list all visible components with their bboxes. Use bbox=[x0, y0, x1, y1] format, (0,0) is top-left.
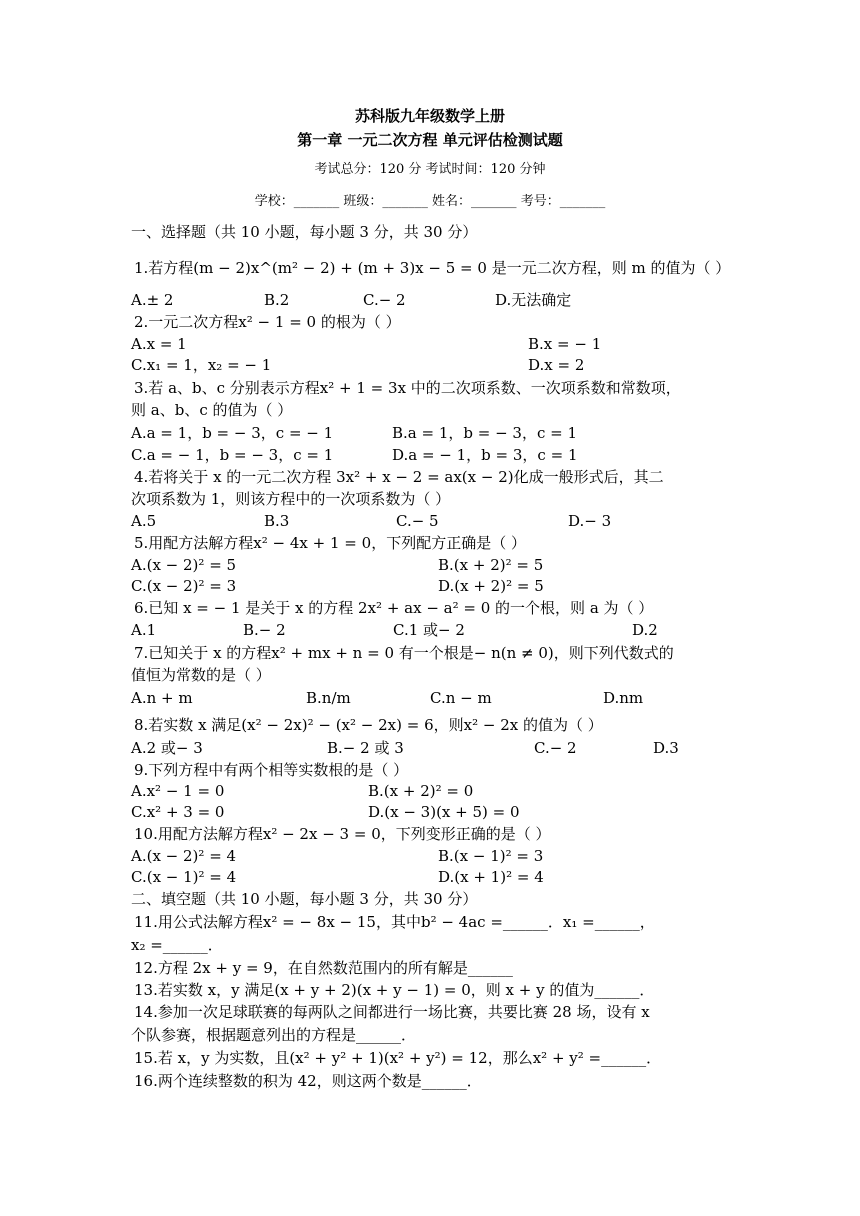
q10-option-b: B.(x − 1)² = 3 bbox=[438, 847, 544, 865]
q10-option-a: A.(x − 2)² = 4 bbox=[131, 847, 237, 865]
question-10-stem: 10.用配方法解方程x² − 2x − 3 = 0，下列变形正确的是（ ） bbox=[134, 825, 551, 843]
q1-option-a: A.± 2 bbox=[131, 291, 174, 309]
q2-option-d: D.x = 2 bbox=[528, 356, 585, 374]
question-4-stem: 4.若将关于 x 的一元二次方程 3x² + x − 2 = ax(x − 2)化成一般形式后，其二 bbox=[134, 468, 664, 486]
question-7-stem: 7.已知关于 x 的方程x² + mx + n = 0 有一个根是− n(n ≠ 0)，则下列代数式的 bbox=[134, 644, 674, 662]
question-13: 13.若实数 x，y 满足(x + y + 2)(x + y − 1) = 0，则 x + y 的值为______． bbox=[134, 981, 655, 999]
q4-option-b: B.3 bbox=[264, 512, 290, 530]
question-14-line2: 个队参赛，根据题意列出的方程是______． bbox=[131, 1026, 417, 1044]
q4-option-d: D.− 3 bbox=[568, 512, 612, 530]
q2-option-a: A.x = 1 bbox=[131, 335, 187, 353]
section2-heading: 二、填空题（共 10 小题，每小题 3 分，共 30 分） bbox=[131, 890, 478, 908]
q6-option-c: C.1 或− 2 bbox=[393, 621, 465, 639]
q3-option-a: A.a = 1，b = − 3，c = − 1 bbox=[131, 424, 334, 442]
q3-option-c: C.a = − 1，b = − 3，c = 1 bbox=[131, 446, 334, 464]
q7-option-c: C.n − m bbox=[430, 689, 492, 707]
q8-option-c: C.− 2 bbox=[534, 739, 577, 757]
q2-option-c: C.x₁ = 1，x₂ = − 1 bbox=[131, 356, 272, 374]
question-8-stem: 8.若实数 x 满足(x² − 2x)² − (x² − 2x) = 6，则x² − 2x 的值为（ ） bbox=[134, 716, 603, 734]
question-3-stem: 3.若 a、b、c 分别表示方程x² + 1 = 3x 中的二次项系数、一次项系数和常数项， bbox=[134, 379, 681, 397]
question-2-stem: 2.一元二次方程x² − 1 = 0 的根为（ ） bbox=[134, 313, 401, 331]
q5-option-a: A.(x − 2)² = 5 bbox=[131, 556, 237, 574]
question-12: 12.方程 2x + y = 9，在自然数范围内的所有解是______ bbox=[134, 959, 513, 977]
q7-option-d: D.nm bbox=[603, 689, 644, 707]
question-15: 15.若 x，y 为实数，且(x² + y² + 1)(x² + y²) = 12，那么x² + y² =______． bbox=[134, 1049, 662, 1067]
q8-option-d: D.3 bbox=[653, 739, 679, 757]
question-11-line2: x₂ =______． bbox=[131, 936, 223, 954]
q6-option-a: A.1 bbox=[131, 621, 157, 639]
q1-option-b: B.2 bbox=[264, 291, 290, 309]
q5-option-c: C.(x − 2)² = 3 bbox=[131, 577, 237, 595]
question-14-line1: 14.参加一次足球联赛的每两队之间都进行一场比赛，共要比赛 28 场，设有 x bbox=[134, 1003, 650, 1021]
section1-heading: 一、选择题（共 10 小题，每小题 3 分，共 30 分） bbox=[131, 223, 478, 241]
question-11-line1: 11.用公式法解方程x² = − 8x − 15，其中b² − 4ac =______．x₁ =______， bbox=[134, 913, 655, 931]
q3-option-d: D.a = − 1，b = 3，c = 1 bbox=[392, 446, 578, 464]
q6-option-b: B.− 2 bbox=[243, 621, 286, 639]
q7-option-a: A.n + m bbox=[131, 689, 193, 707]
q8-option-b: B.− 2 或 3 bbox=[327, 739, 404, 757]
q9-option-c: C.x² + 3 = 0 bbox=[131, 803, 225, 821]
question-7-stem-cont: 值恒为常数的是（ ） bbox=[131, 666, 271, 684]
q6-option-d: D.2 bbox=[632, 621, 658, 639]
exam-info: 考试总分：120 分 考试时间：120 分钟 bbox=[314, 162, 546, 177]
question-6-stem: 6.已知 x = − 1 是关于 x 的方程 2x² + ax − a² = 0 的一个根，则 a 为（ ） bbox=[134, 599, 654, 617]
q10-option-d: D.(x + 1)² = 4 bbox=[438, 868, 544, 886]
q9-option-b: B.(x + 2)² = 0 bbox=[368, 782, 474, 800]
q9-option-a: A.x² − 1 = 0 bbox=[131, 782, 225, 800]
q4-option-c: C.− 5 bbox=[396, 512, 439, 530]
question-4-stem-cont: 次项系数为 1，则该方程中的一次项系数为（ ） bbox=[131, 490, 451, 508]
q4-option-a: A.5 bbox=[131, 512, 157, 530]
question-1-stem: 1.若方程(m − 2)x^(m² − 2) + (m + 3)x − 5 = 0 是一元二次方程，则 m 的值为（ ） bbox=[134, 259, 731, 277]
q7-option-b: B.n/m bbox=[306, 689, 351, 707]
q2-option-b: B.x = − 1 bbox=[528, 335, 602, 353]
q5-option-d: D.(x + 2)² = 5 bbox=[438, 577, 544, 595]
question-5-stem: 5.用配方法解方程x² − 4x + 1 = 0，下列配方正确是（ ） bbox=[134, 534, 526, 552]
question-9-stem: 9.下列方程中有两个相等实数根的是（ ） bbox=[134, 761, 409, 779]
q3-option-b: B.a = 1，b = − 3，c = 1 bbox=[392, 424, 578, 442]
q1-option-c: C.− 2 bbox=[363, 291, 406, 309]
doc-title: 苏科版九年级数学上册 bbox=[354, 107, 505, 125]
q1-option-d: D.无法确定 bbox=[495, 291, 572, 309]
q8-option-a: A.2 或− 3 bbox=[131, 739, 203, 757]
q9-option-d: D.(x − 3)(x + 5) = 0 bbox=[368, 803, 520, 821]
q5-option-b: B.(x + 2)² = 5 bbox=[438, 556, 544, 574]
doc-subtitle: 第一章 一元二次方程 单元评估检测试题 bbox=[297, 131, 563, 149]
question-16: 16.两个连续整数的积为 42，则这两个数是______． bbox=[134, 1072, 482, 1090]
question-3-stem-cont: 则 a、b、c 的值为（ ） bbox=[131, 401, 293, 419]
q10-option-c: C.(x − 1)² = 4 bbox=[131, 868, 237, 886]
student-info: 学校：_______ 班级：_______ 姓名：_______ 考号：_______ bbox=[254, 194, 606, 209]
